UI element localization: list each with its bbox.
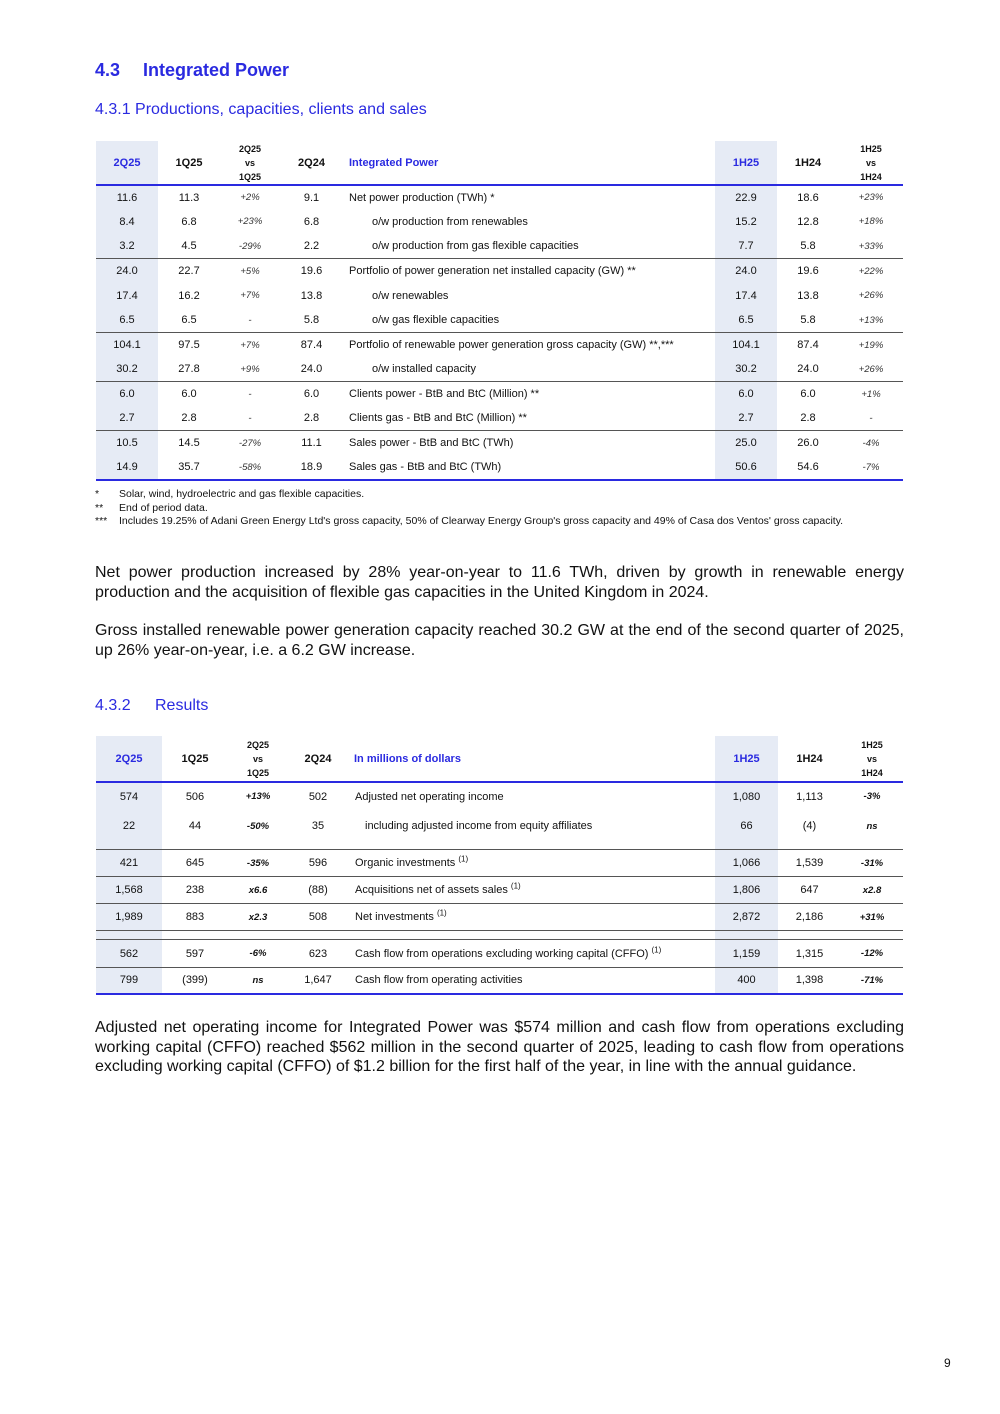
table-row (96, 234, 903, 259)
table-row (96, 940, 903, 968)
footnote: * Solar, wind, hydroelectric and gas flexible capacities. (95, 488, 365, 500)
cell-2q24: 623 (288, 940, 348, 968)
cell-2q25: 6.0 (96, 382, 158, 407)
table-row (96, 782, 903, 810)
footnote: *** Includes 19.25% of Adani Green Energy Ltd's gross capacity, 50% of Clearway Energy Group's gross capacity and 49% of Casa dos Ventos' gross capacity. (95, 515, 844, 527)
subsection-heading-1 (95, 101, 427, 119)
spacer-cell (841, 931, 903, 940)
spacer-cell (778, 842, 841, 850)
cell-1h24: 54.6 (777, 456, 839, 481)
cell-1h25: 6.0 (715, 382, 777, 407)
cell-1q25: 22.7 (158, 259, 220, 284)
cell-2q25: 14.9 (96, 456, 158, 481)
col-header-2q24: 2Q24 (298, 156, 325, 169)
row-label (348, 940, 715, 968)
cell-1h25: 1,806 (715, 877, 778, 904)
table-row (96, 877, 903, 904)
col-header-1q25: 1Q25 (175, 156, 203, 169)
cell-1q25: 6.0 (158, 382, 220, 407)
cell-1q25: 238 (162, 877, 228, 904)
col-header-hvs: 1H25 vs 1H24 (861, 739, 883, 778)
cell-2q24: 9.1 (303, 191, 320, 204)
cell-hvs: -71% (841, 968, 903, 994)
row-label (348, 782, 715, 810)
cell-2q25: 1,568 (96, 877, 162, 904)
cell-1q25: 506 (185, 790, 205, 803)
cell-2q25: 17.4 (96, 283, 158, 308)
cell-qvs: +5% (220, 259, 280, 284)
table-row (96, 333, 903, 358)
subsection-title: Results (155, 697, 209, 714)
col-header-2q24: 2Q24 (304, 752, 332, 765)
spacer-cell (715, 931, 778, 940)
subsection-title: Productions, capacities, clients and sales (135, 101, 427, 118)
cell-2q25: 421 (96, 850, 162, 877)
col-header-2q25: 2Q25 (96, 736, 162, 782)
table-row (96, 810, 903, 842)
footnotes (95, 488, 895, 529)
cell-qvs: +9% (240, 363, 260, 375)
cell-qvs: -50% (246, 820, 270, 832)
cell-2q25: 1,989 (96, 904, 162, 931)
cell-hvs: +22% (839, 259, 903, 284)
col-header-1h24: 1H24 (796, 752, 823, 765)
table-row (96, 308, 903, 333)
row-label (348, 810, 715, 842)
spacer-cell (841, 842, 903, 850)
cell-1h25: 1,080 (715, 782, 778, 810)
cell-1h25: 2.7 (715, 406, 777, 431)
cell-1q25: 97.5 (158, 333, 220, 358)
row-label-text: Acquisitions net of assets sales (355, 884, 508, 896)
cell-1h24: 5.8 (800, 240, 816, 253)
cell-2q24: 596 (288, 850, 348, 877)
cell-hvs: -4% (839, 431, 903, 456)
cell-2q25: 104.1 (96, 333, 158, 358)
cell-qvs: -35% (228, 850, 288, 877)
cell-hvs: +33% (858, 240, 884, 252)
cell-1q25: 35.7 (158, 456, 220, 481)
cell-1q25: 6.5 (181, 314, 197, 327)
row-label (348, 877, 715, 904)
cell-qvs: +7% (240, 290, 260, 302)
cell-2q24: 6.0 (280, 382, 343, 407)
cell-2q24: 2.8 (303, 412, 320, 425)
cell-2q25: 6.5 (96, 308, 158, 333)
row-label-text: Cash flow from operations excluding working capital (CFFO) (355, 947, 649, 960)
note-reference: (1) (436, 908, 447, 918)
cell-2q25: 11.6 (96, 185, 158, 210)
spacer-cell (228, 842, 288, 850)
row-label: Sales gas - BtB and BtC (TWh) (343, 456, 715, 481)
cell-1q25: 6.8 (181, 215, 197, 228)
cell-1q25: 27.8 (178, 363, 200, 376)
cell-2q24: 6.8 (303, 215, 320, 228)
col-header-1h24: 1H24 (794, 156, 822, 169)
table-row (96, 968, 903, 994)
row-label: o/w production from renewables (372, 215, 528, 228)
cell-hvs: ns (866, 820, 878, 832)
paragraph-net-power: Net power production increased by 28% year-on-year to 11.6 TWh, driven by growth in renewable energy production and the acquisition of flexible gas capacities in the United Kingdom in 2024. (95, 564, 904, 601)
cell-hvs: -31% (841, 850, 903, 877)
row-label: o/w production from gas flexible capacities (372, 240, 579, 253)
cell-1q25: 16.2 (178, 289, 200, 302)
table-header-row (96, 141, 903, 185)
spacer-cell (778, 931, 841, 940)
cell-1h25: 30.2 (715, 357, 777, 382)
section-title: Integrated Power (143, 60, 290, 80)
cell-2q24: 87.4 (280, 333, 343, 358)
cell-1h24: 1,398 (778, 968, 841, 994)
cell-1h25: 7.7 (715, 234, 777, 259)
cell-2q25: 24.0 (96, 259, 158, 284)
table-row (96, 850, 903, 877)
row-label: Net power production (TWh) * (349, 191, 495, 204)
cell-qvs: -58% (220, 456, 280, 481)
row-label: o/w gas flexible capacities (372, 314, 500, 327)
footnote: ** End of period data. (95, 501, 208, 514)
paragraph-results: Adjusted net operating income for Integrated Power was $574 million and cash flow from operations excluding working capital (CFFO) reached $562 million in the second quarter of 2025, leading to cash flow from operations excluding working capital (CFFO) of $1.2 billion for the first half of the year, in line with the annual guidance. (95, 1019, 904, 1075)
row-label-text: Cash flow from operating activities (355, 974, 523, 987)
cell-1h24: (4) (802, 820, 817, 832)
cell-hvs: +18% (858, 216, 884, 228)
cell-1h25: 104.1 (715, 333, 777, 358)
cell-1h24: 18.6 (797, 191, 819, 204)
cell-1h25: 1,159 (715, 940, 778, 968)
cell-qvs: x6.6 (228, 877, 288, 904)
cell-1q25: 14.5 (158, 431, 220, 456)
cell-2q25: 799 (96, 968, 162, 994)
page-number: 9 (944, 1356, 951, 1370)
row-label-text: Net investments (355, 911, 434, 923)
cell-2q25: 574 (96, 782, 162, 810)
cell-1h24: 1,315 (778, 940, 841, 968)
table-row (96, 431, 903, 456)
cell-1h25: 6.5 (715, 308, 777, 333)
cell-qvs: x2.3 (228, 904, 288, 931)
table-header-row (96, 736, 903, 782)
row-label (348, 968, 715, 994)
cell-2q25: 8.4 (96, 210, 158, 235)
cell-1q25: 645 (162, 850, 228, 877)
spacer-cell (715, 842, 778, 850)
cell-1q25: 44 (188, 820, 202, 832)
cell-hvs: +19% (839, 333, 903, 358)
row-label (348, 850, 715, 877)
table-row (96, 283, 903, 308)
subsection-heading-2 (95, 697, 208, 715)
col-header-qvs: 2Q25 vs 1Q25 (246, 739, 270, 778)
table-row (96, 406, 903, 431)
cell-hvs: - (869, 412, 873, 424)
spacer-cell (348, 931, 715, 940)
subsection-number: 4.3.1 (95, 101, 131, 118)
cell-2q24: 18.9 (280, 456, 343, 481)
row-label-text: Adjusted net operating income (355, 790, 504, 803)
row-label: Sales power - BtB and BtC (TWh) (343, 431, 715, 456)
cell-2q25: 10.5 (96, 431, 158, 456)
cell-hvs: -12% (841, 940, 903, 968)
table-row (96, 904, 903, 931)
row-label: Portfolio of power generation net installed capacity (GW) ** (343, 259, 715, 284)
col-header-qvs: 2Q25 vs 1Q25 (238, 143, 262, 182)
cell-1h24: 12.8 (797, 215, 819, 228)
row-label: Portfolio of renewable power generation gross capacity (GW) **,*** (343, 333, 715, 358)
col-header-1h25: 1H25 (715, 141, 777, 185)
col-header-1h25: 1H25 (715, 736, 778, 782)
cell-1h25: 25.0 (715, 431, 777, 456)
spacer-cell (96, 842, 162, 850)
paragraph-gross-capacity: Gross installed renewable power generation capacity reached 30.2 GW at the end of the second quarter of 2025, up 26% year-on-year, i.e. a 6.2 GW increase. (95, 622, 904, 659)
cell-2q24: 502 (308, 790, 328, 803)
cell-1h24: 26.0 (777, 431, 839, 456)
cell-hvs: +26% (858, 290, 884, 302)
cell-1h24: 2,186 (778, 904, 841, 931)
cell-1q25: 883 (162, 904, 228, 931)
table-row (96, 210, 903, 235)
table-row (96, 259, 903, 284)
cell-2q24: (88) (288, 877, 348, 904)
cell-qvs: - (248, 314, 252, 326)
table-row (96, 357, 903, 382)
cell-1h25: 24.0 (715, 259, 777, 284)
cell-2q24: 35 (311, 820, 325, 832)
row-label: o/w installed capacity (372, 363, 476, 376)
cell-qvs: +2% (240, 192, 260, 204)
cell-2q25: 3.2 (96, 234, 158, 259)
table-spacer (96, 842, 903, 850)
cell-2q25: 30.2 (96, 357, 158, 382)
cell-qvs: - (248, 412, 252, 424)
cell-2q25: 22 (96, 810, 162, 842)
row-label-text: Organic investments (355, 857, 456, 869)
cell-1h24: 19.6 (777, 259, 839, 284)
col-header-2q25: 2Q25 (96, 141, 158, 185)
cell-1h25: 50.6 (715, 456, 777, 481)
cell-qvs: -6% (228, 940, 288, 968)
col-header-label: Integrated Power (349, 156, 439, 169)
section-heading (95, 60, 289, 81)
subsection-number: 4.3.2 (95, 697, 131, 714)
cell-qvs: +23% (237, 216, 263, 228)
cell-qvs: -29% (238, 240, 262, 252)
cell-2q24: 508 (288, 904, 348, 931)
cell-2q24: 24.0 (300, 363, 323, 376)
cell-2q24: 2.2 (303, 240, 320, 253)
cell-1q25: (399) (162, 968, 228, 994)
note-reference: (1) (651, 944, 662, 954)
row-label (348, 904, 715, 931)
production-capacities-table (96, 141, 903, 481)
cell-1h25: 17.4 (715, 283, 777, 308)
spacer-cell (162, 842, 228, 850)
cell-1h24: 1,539 (778, 850, 841, 877)
cell-1h25: 1,066 (715, 850, 778, 877)
cell-1h25: 400 (715, 968, 778, 994)
cell-1h24: 13.8 (797, 289, 819, 302)
cell-2q24: 5.8 (303, 314, 320, 327)
spacer-cell (162, 931, 228, 940)
cell-2q24: 13.8 (300, 289, 323, 302)
cell-1q25: 11.3 (178, 191, 200, 204)
cell-1h24: 5.8 (800, 314, 816, 327)
spacer-cell (348, 842, 715, 850)
cell-1h24: 87.4 (777, 333, 839, 358)
cell-qvs: +13% (245, 791, 271, 802)
spacer-cell (288, 842, 348, 850)
cell-hvs: +23% (858, 192, 884, 204)
cell-2q24: 11.1 (280, 431, 343, 456)
cell-hvs: +13% (858, 314, 884, 326)
spacer-cell (228, 931, 288, 940)
cell-1h24: 6.0 (777, 382, 839, 407)
cell-1h25: 15.2 (715, 210, 777, 235)
cell-1q25: 597 (162, 940, 228, 968)
cell-2q24: 19.6 (280, 259, 343, 284)
col-header-hvs: 1H25 vs 1H24 (860, 143, 882, 182)
cell-1h24: 1,113 (796, 790, 823, 803)
cell-1h24: 2.8 (800, 412, 816, 425)
cell-1h25: 2,872 (715, 904, 778, 931)
cell-1q25: 4.5 (181, 240, 197, 253)
cell-hvs: -7% (839, 456, 903, 481)
row-label: Clients power - BtB and BtC (Million) ** (343, 382, 715, 407)
cell-qvs: -27% (220, 431, 280, 456)
cell-1h24: 647 (778, 877, 841, 904)
col-header-1q25: 1Q25 (181, 752, 209, 765)
section-number: 4.3 (95, 60, 121, 80)
cell-qvs: +7% (220, 333, 280, 358)
cell-hvs: x2.8 (841, 877, 903, 904)
table-row (96, 382, 903, 407)
col-header-label: In millions of dollars (354, 752, 461, 765)
cell-1h24: 24.0 (797, 363, 819, 376)
note-reference: (1) (458, 854, 469, 864)
results-table (96, 736, 903, 995)
cell-2q25: 562 (96, 940, 162, 968)
cell-hvs: +1% (839, 382, 903, 407)
cell-hvs: -3% (863, 791, 881, 802)
row-label: o/w renewables (372, 289, 449, 302)
cell-hvs: +26% (858, 363, 884, 375)
table-spacer (96, 931, 903, 940)
table-row (96, 456, 903, 481)
cell-qvs: - (220, 382, 280, 407)
table-row (96, 185, 903, 210)
cell-hvs: +31% (841, 904, 903, 931)
cell-2q25: 2.7 (96, 406, 158, 431)
note-reference: (1) (510, 881, 521, 891)
spacer-cell (96, 931, 162, 940)
cell-2q24: 1,647 (288, 968, 348, 994)
row-label: Clients gas - BtB and BtC (Million) ** (349, 412, 527, 425)
cell-qvs: ns (228, 968, 288, 994)
spacer-cell (288, 931, 348, 940)
cell-1q25: 2.8 (181, 412, 197, 425)
cell-1h25: 66 (715, 810, 778, 842)
row-label-text: including adjusted income from equity affiliates (365, 820, 593, 832)
cell-1h25: 22.9 (715, 185, 777, 210)
